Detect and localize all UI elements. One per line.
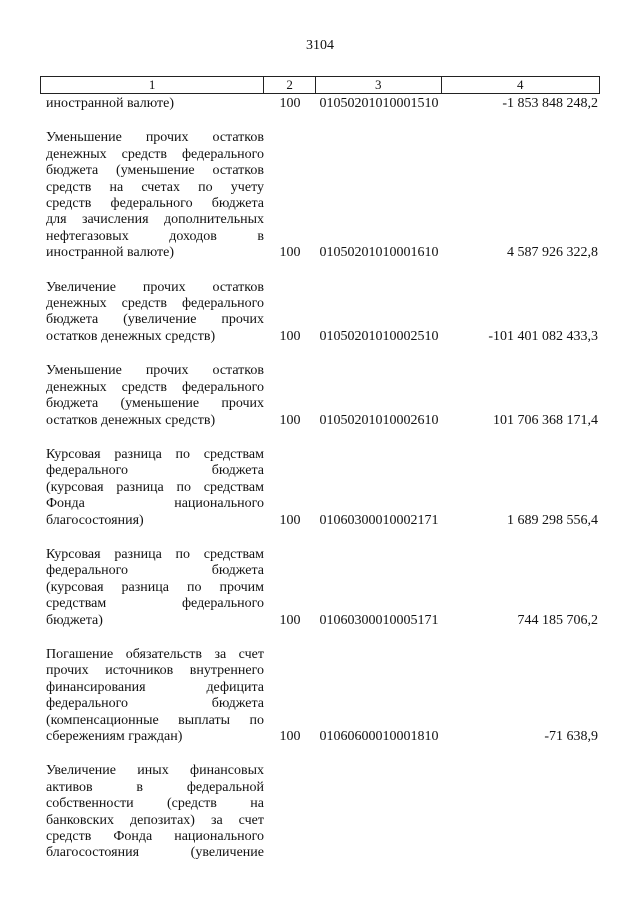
description-line: остатков денежных средств) xyxy=(46,412,216,428)
row-description xyxy=(40,130,264,261)
table-row xyxy=(40,763,600,861)
description-line: Уменьшение прочих остатков xyxy=(46,363,264,379)
row-description xyxy=(40,547,264,629)
row-admin-code: 100 xyxy=(279,245,301,261)
row-description xyxy=(40,647,264,745)
row-admin-code: 100 xyxy=(279,328,301,344)
row-admin-code: 100 xyxy=(279,96,301,111)
description-line: денежных средств федерального xyxy=(46,379,264,395)
description-line: Уменьшение прочих остатков xyxy=(46,130,264,146)
description-line: Курсовая разница по средствам xyxy=(46,446,264,462)
row-budget-code: 01060300010005171 xyxy=(319,612,439,628)
row-amount: 4 587 926 322,8 xyxy=(507,245,598,261)
description-line: иностранной валюте) xyxy=(46,96,175,111)
header-col-3: 3 xyxy=(316,77,442,93)
description-line: (курсовая разница по средствам xyxy=(46,479,264,495)
row-admin-code: 100 xyxy=(279,612,301,628)
description-line: денежных средств федерального xyxy=(46,146,264,162)
row-budget-code: 01050201010001610 xyxy=(319,245,439,261)
description-line: нефтегазовых доходов в xyxy=(46,228,264,244)
row-description xyxy=(40,763,264,861)
row-amount: 101 706 368 171,4 xyxy=(493,412,598,428)
description-line: денежных средств федерального xyxy=(46,296,264,312)
budget-table xyxy=(40,76,600,880)
table-header xyxy=(40,76,600,94)
row-amount: -1 853 848 248,2 xyxy=(502,96,598,111)
description-line: банковских депозитах) за счет xyxy=(46,812,264,828)
description-line: Погашение обязательств за счет xyxy=(46,646,264,662)
page-number: 3104 xyxy=(306,38,334,53)
description-line: прочих источников внутреннего xyxy=(46,663,264,679)
table-row xyxy=(40,130,600,261)
row-description xyxy=(40,280,264,346)
description-line: сбережениям граждан) xyxy=(46,729,183,744)
description-line: средств Фонда национального xyxy=(46,829,264,845)
header-col-4: 4 xyxy=(517,77,524,92)
description-line: активов в федеральной xyxy=(46,779,264,795)
row-budget-code: 01060600010001810 xyxy=(319,729,439,744)
description-line: федерального бюджета xyxy=(46,563,264,579)
description-line: бюджета (увеличение прочих xyxy=(46,312,264,328)
description-line: остатков денежных средств) xyxy=(46,328,216,344)
description-line: средствам федерального xyxy=(46,596,264,612)
row-description xyxy=(40,96,264,112)
description-line: иностранной валюте) xyxy=(46,245,175,261)
table-row xyxy=(40,363,600,429)
description-line: Курсовая разница по средствам xyxy=(46,546,264,562)
row-description xyxy=(40,447,264,529)
description-line: собственности (средств на xyxy=(46,796,264,812)
description-line: для зачисления дополнительных xyxy=(46,212,264,228)
description-line: финансирования дефицита xyxy=(46,679,264,695)
description-line: (компенсационные выплаты по xyxy=(46,712,264,728)
description-line: бюджета (уменьшение прочих xyxy=(46,396,264,412)
row-budget-code: 01050201010001510 xyxy=(319,96,439,111)
description-line: бюджета) xyxy=(46,612,103,628)
table-row xyxy=(40,96,600,112)
row-amount: 744 185 706,2 xyxy=(517,612,598,628)
table-row xyxy=(40,280,600,346)
table-row xyxy=(40,547,600,629)
table-row xyxy=(40,447,600,529)
row-amount: 1 689 298 556,4 xyxy=(507,512,598,528)
row-admin-code: 100 xyxy=(279,512,301,528)
description-line: благосостояния (увеличение xyxy=(46,845,264,861)
row-budget-code: 01060300010002171 xyxy=(319,512,439,528)
description-line: Фонда национального xyxy=(46,496,264,512)
description-line: средств федерального бюджета xyxy=(46,196,264,212)
row-amount: -71 638,9 xyxy=(544,729,598,744)
row-admin-code: 100 xyxy=(279,412,301,428)
table-body xyxy=(40,96,600,862)
row-budget-code: 01050201010002510 xyxy=(319,328,439,344)
description-line: бюджета (уменьшение остатков xyxy=(46,163,264,179)
description-line: (курсовая разница по прочим xyxy=(46,579,264,595)
description-line: Увеличение иных финансовых xyxy=(46,763,264,779)
row-budget-code: 01050201010002610 xyxy=(319,412,439,428)
description-line: федерального бюджета xyxy=(46,696,264,712)
description-line: благосостояния) xyxy=(46,512,144,528)
description-line: средств на счетах по учету xyxy=(46,179,264,195)
row-admin-code: 100 xyxy=(279,729,301,744)
row-amount: -101 401 082 433,3 xyxy=(488,328,598,344)
description-line: Увеличение прочих остатков xyxy=(46,279,264,295)
header-col-2: 2 xyxy=(264,77,316,93)
row-description xyxy=(40,363,264,429)
description-line: федерального бюджета xyxy=(46,463,264,479)
table-row xyxy=(40,647,600,745)
header-col-1: 1 xyxy=(41,77,264,93)
